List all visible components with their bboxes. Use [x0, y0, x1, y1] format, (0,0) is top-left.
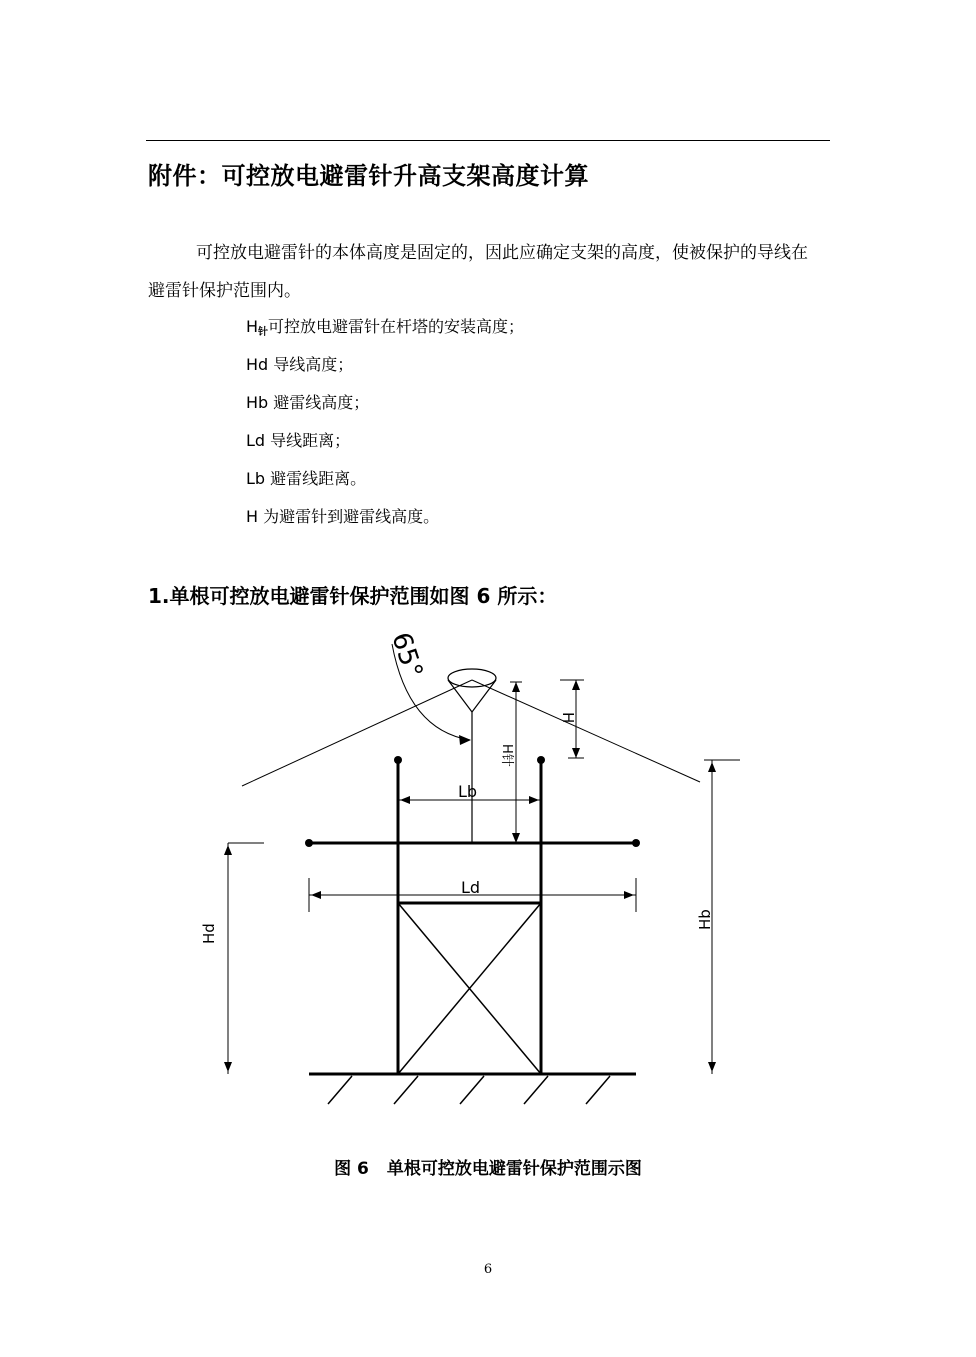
- protection-range-diagram: [0, 620, 976, 1120]
- header-rule: [146, 140, 830, 141]
- ld-label: Ld: [461, 878, 481, 897]
- hd-arrowhead-top: [224, 845, 232, 855]
- hd-arrowhead-bottom: [224, 1062, 232, 1072]
- hd-label: Hd: [200, 923, 218, 944]
- ground-hatch: [328, 1076, 352, 1104]
- ground-hatch: [586, 1076, 610, 1104]
- def-symbol: H: [246, 507, 264, 526]
- ground-hatch: [460, 1076, 484, 1104]
- lb-arrowhead-right: [529, 796, 539, 804]
- lb-arrowhead-left: [400, 796, 410, 804]
- definition-item: [246, 308, 524, 346]
- ground-hatch: [394, 1076, 418, 1104]
- def-text: 导线高度；: [273, 355, 354, 374]
- definition-item: [246, 460, 524, 498]
- lb-label: Lb: [458, 782, 478, 801]
- def-text: 避雷线高度；: [273, 393, 370, 412]
- def-text: 避雷线距离。: [270, 469, 367, 488]
- def-symbol: H: [246, 317, 259, 336]
- intro-paragraph: [148, 234, 808, 310]
- hb-label: Hb: [696, 909, 714, 930]
- def-text: 可控放电避雷针在杆塔的安装高度；: [268, 317, 525, 336]
- page-number: 6: [483, 1262, 493, 1277]
- def-text: 为避雷针到避雷线高度。: [263, 507, 440, 526]
- definition-item: [246, 384, 524, 422]
- section-title: 1.单根可控放电避雷针保护范围如图 6 所示：: [148, 584, 558, 608]
- definition-item: [246, 498, 524, 536]
- def-symbol: Hd: [246, 355, 274, 374]
- conductor-point-right: [632, 839, 640, 847]
- def-text: 导线距离；: [270, 431, 351, 450]
- def-subscript: 针: [258, 327, 269, 338]
- figure-caption: [0, 1154, 976, 1179]
- h-dim-arrowhead-bottom: [572, 748, 580, 758]
- caption-text: 单根可控放电避雷针保护范围示图: [386, 1159, 642, 1179]
- caption-number: 图 6: [334, 1159, 369, 1179]
- definition-list: [246, 308, 524, 536]
- definition-item: [246, 346, 524, 384]
- hb-arrowhead-top: [708, 762, 716, 772]
- hb-arrowhead-bottom: [708, 1062, 716, 1072]
- cone-line-left: [242, 680, 472, 786]
- page-heading: 附件：可控放电避雷针升高支架高度计算: [148, 162, 589, 190]
- def-symbol: Hb: [246, 393, 274, 412]
- conductor-point-left: [305, 839, 313, 847]
- def-symbol: Ld: [246, 431, 271, 450]
- ld-arrowhead-left: [311, 891, 321, 899]
- angle-arrowhead: [459, 735, 471, 745]
- h-label: H: [559, 712, 577, 724]
- h-dim-arrowhead-top: [572, 680, 580, 690]
- ld-arrowhead-right: [624, 891, 634, 899]
- def-symbol: Lb: [246, 469, 271, 488]
- angle-label: 65°: [385, 628, 429, 683]
- ground-wire-point-left: [394, 756, 402, 764]
- definition-item: [246, 422, 524, 460]
- ground-wire-point-right: [537, 756, 545, 764]
- h-needle-arrowhead-top: [512, 682, 520, 692]
- intro-text: 可控放电避雷针的本体高度是固定的，因此应确定支架的高度，使被保护的导线在避雷针保护范围内。: [148, 243, 808, 301]
- h-needle-label: H针: [499, 744, 514, 767]
- needle-head-icon: [448, 669, 496, 687]
- ground-hatch: [524, 1076, 548, 1104]
